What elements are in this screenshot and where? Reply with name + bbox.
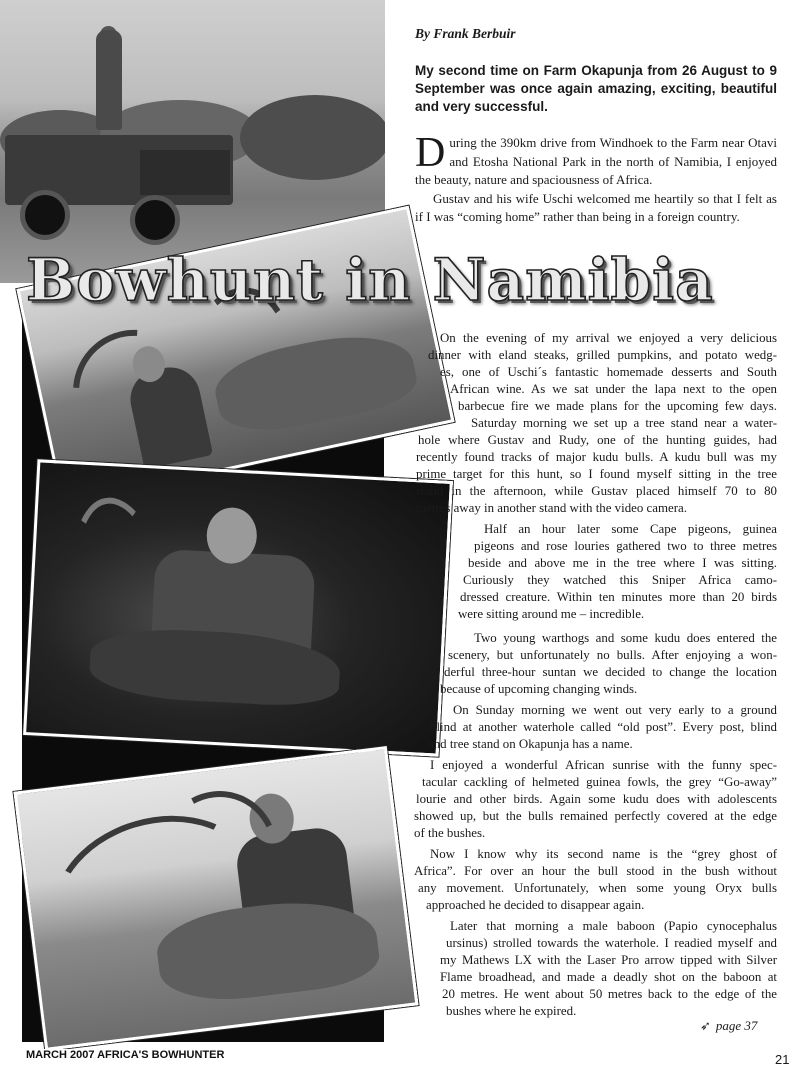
body-line: On Sunday morning we went out very early to a ground xyxy=(453,703,777,717)
photo-kudu-bull xyxy=(13,746,418,1051)
body-line: derful three-hour suntan we decided to change the location xyxy=(444,665,777,679)
body-line: Flame broadhead, and made a deadly shot on the baboon at xyxy=(440,970,777,984)
page-number: 21 xyxy=(775,1052,790,1067)
paragraph-1-text: uring the 390km drive from Windhoek to the Farm near Otavi and Etosha National Park in the north of Namibia, I enjoyed the beauty, nature and spaciousness of Africa. xyxy=(415,135,777,187)
body-line: any movement. Unfortunately, when some young Oryx bulls xyxy=(418,881,777,895)
body-line: of the bushes. xyxy=(414,826,486,840)
body-line: beside and above me in the tree where I was sitting. xyxy=(468,556,777,570)
body-line: Later that morning a male baboon (Papio cynocephalus xyxy=(450,919,777,933)
body-line: and tree stand on Okapunja has a name. xyxy=(428,737,633,751)
body-line: On the evening of my arrival we enjoyed a very delicious xyxy=(440,331,777,345)
body-line: Curiously they watched this Sniper Africa camo- xyxy=(463,573,777,587)
body-line: Half an hour later some Cape pigeons, guinea xyxy=(484,522,777,536)
body-line: bushes where he expired. xyxy=(446,1004,577,1018)
opening-paragraphs xyxy=(415,130,777,227)
body-line: Saturday morning we set up a tree stand near a water- xyxy=(471,416,777,430)
body-line: stand in the afternoon, while Gustav placed himself 70 to 80 xyxy=(416,484,777,498)
article-title: Bowhunt in Namibia xyxy=(26,246,714,314)
body-line: prime target for this hunt, so I found myself sitting in the tree xyxy=(416,467,777,481)
footer-magazine-issue: MARCH 2007 AFRICA'S BOWHUNTER xyxy=(26,1049,225,1061)
photo-antelope-night xyxy=(23,459,453,756)
continued-marker xyxy=(700,1018,757,1034)
body-line: scenery, but unfortunately no bulls. After enjoying a won- xyxy=(448,648,777,662)
continued-label: page 37 xyxy=(715,1018,758,1033)
body-line: blind at another waterhole called “old post”. Every post, blind xyxy=(430,720,777,734)
body-line: ursinus) strolled towards the waterhole. I readied myself and xyxy=(446,936,777,950)
paragraph-1 xyxy=(415,130,777,190)
body-line: showed up, but the bulls remained perfectly covered at the edge xyxy=(414,809,777,823)
body-line: because of upcoming changing winds. xyxy=(440,682,638,696)
body-line: lourie and other birds. Again some kudu does with adolescents xyxy=(416,792,777,806)
body-line: Africa”. For over an hour the bull stood in the bush without xyxy=(414,864,777,878)
body-line: I enjoyed a wonderful African sunrise with the funny spec- xyxy=(430,758,777,772)
paragraph-2: Gustav and his wife Uschi welcomed me heartily so that I felt as if I was “coming home” rather than being in a foreign country. xyxy=(415,190,777,224)
body-line: my Mathews LX with the Laser Pro arrow tipped with Silver xyxy=(440,953,777,967)
body-line: es, one of Uschi´s fantastic homemade desserts and South xyxy=(440,365,777,379)
body-line: hole where Gustav and Rudy, one of the hunting guides, had xyxy=(418,433,777,447)
body-line: African wine. As we sat under the lapa next to the open xyxy=(450,382,777,396)
drop-cap: D xyxy=(415,130,446,176)
intro-paragraph: My second time on Farm Okapunja from 26 August to 9 September was once again amazing, exciting, beautiful and very successful. xyxy=(415,63,777,114)
body-line: dressed creature. Within ten minutes more than 20 birds xyxy=(460,590,777,604)
body-line: Now I know why its second name is the “grey ghost of xyxy=(430,847,777,861)
body-line: dinner with eland steaks, grilled pumpkins, and potato wedg- xyxy=(428,348,777,362)
body-line: barbecue fire we made plans for the upcoming few days. xyxy=(458,399,777,413)
body-line: approached he decided to disappear again. xyxy=(426,898,645,912)
arrow-hunter-icon: ➶ xyxy=(700,1018,711,1033)
body-line: Two young warthogs and some kudu does entered the xyxy=(474,631,777,645)
byline: By Frank Berbuir xyxy=(415,26,516,41)
body-line: recently found tracks of major kudu bulls. A kudu bull was my xyxy=(416,450,777,464)
body-line: were sitting around me – incredible. xyxy=(458,607,645,621)
body-line: tacular cackling of helmeted guinea fowls, the grey “Go-away” xyxy=(422,775,777,789)
body-line: 20 metres. He went about 50 metres back to the edge of the xyxy=(442,987,777,1001)
body-line: metres away in another stand with the video camera. xyxy=(416,501,687,515)
body-line: pigeons and rose louries gathered two to three metres xyxy=(474,539,777,553)
